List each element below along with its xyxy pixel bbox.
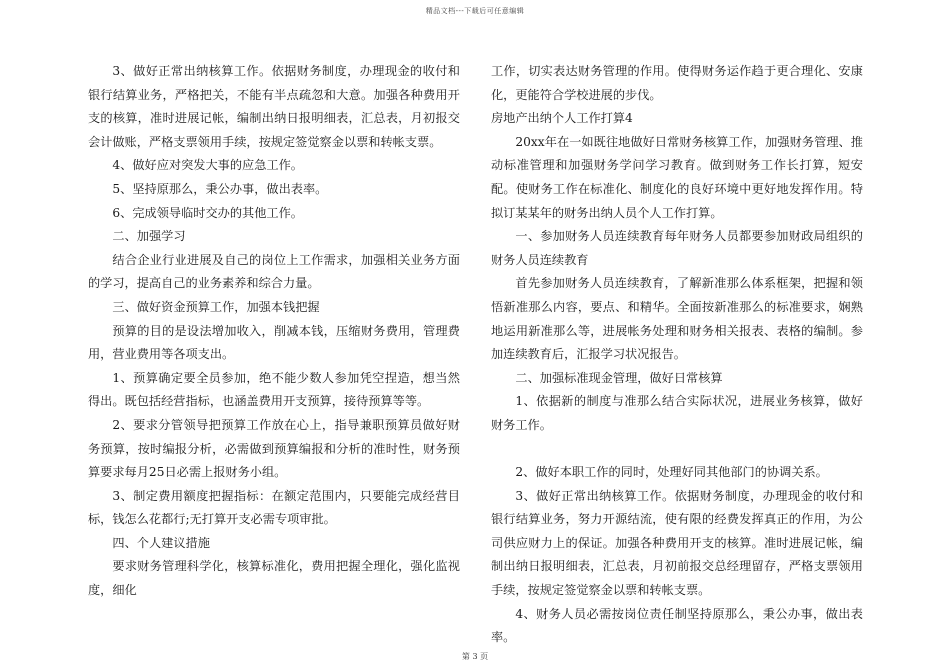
section-heading: 四、个人建议措施 bbox=[112, 535, 210, 550]
paragraph: 工作，切实表达财务管理的作用。使得财务运作趋于更合理化、安康化，更能符合学校进展的步伐。 bbox=[491, 64, 863, 102]
paragraph: 6、完成领导临时交办的其他工作。 bbox=[112, 205, 303, 220]
paragraph: 结合企业行业进展及自己的岗位上工作需求，加强相关业务方面的学习，提高自己的业务素养和综合力量。 bbox=[88, 252, 460, 291]
right-column bbox=[491, 60, 863, 650]
section-heading: 二、加强标准现金管理，做好日常核算 bbox=[515, 370, 723, 385]
paragraph: 2、做好本职工作的同时，处理好同其他部门的协调关系。 bbox=[515, 465, 828, 480]
paragraph: 4、做好应对突发大事的应急工作。 bbox=[112, 158, 303, 173]
paragraph: 3、制定费用额度把握指标：在额定范围内，只要能完成经营目标，钱怎么花都行;无打算开支必需专项审批。 bbox=[88, 488, 460, 527]
paragraph: 3、做好正常出纳核算工作。依据财务制度，办理现金的收付和银行结算业务，努力开源结流，使有限的经费发挥真正的作用，为公司供应财力上的保证。加强各种费用开支的核算。准时进展记帐，编制出纳日报明细表，汇总表，月初前报交总经理留存，严格支票领用手续，按规定签觉察金以票和转帐支票。 bbox=[491, 488, 863, 598]
paragraph: 4、财务人员必需按岗位责任制坚持原那么，秉公办事，做出表率。 bbox=[491, 606, 863, 645]
section-title: 房地产出纳个人工作打算4 bbox=[491, 111, 633, 126]
paragraph: 1、依据新的制度与准那么结合实际状况，进展业务核算，做好财务工作。 bbox=[491, 394, 863, 432]
paragraph: 首先参加财务人员连续教育，了解新准那么体系框架，把握和领悟新准那么内容，要点、和精华。全面按新准那么的标准要求，娴熟地运用新准那么等，进展帐务处理和财务相关报表、表格的编制。参加连续教育后，汇报学习状况报告。 bbox=[491, 276, 863, 362]
section-heading: 一、参加财务人员连续教育每年财务人员都要参加财政局组织的财务人员连续教育 bbox=[491, 229, 863, 267]
page-header: 精品文档---下载后可任意编辑 bbox=[425, 7, 525, 15]
paragraph: 20xx年在一如既往地做好日常财务核算工作，加强财务管理、推动标准管理和加强财务学问学习教育。做到财务工作长打算，短安配。使财务工作在标准化、制度化的良好环境中更好地发挥作用。特拟订某某年的财务出纳人员个人工作打算。 bbox=[491, 134, 863, 220]
section-heading: 二、加强学习 bbox=[112, 229, 186, 244]
paragraph: 1、预算确定要全员参加，绝不能少数人参加凭空捏造，想当然得出。既包括经营指标，也涵盖费用开支预算，接待预算等等。 bbox=[88, 370, 460, 409]
paragraph: 要求财务管理科学化，核算标准化，费用把握全理化，强化监视度，细化 bbox=[88, 559, 460, 598]
paragraph: 预算的目的是设法增加收入，削减本钱，压缩财务费用，管理费用，营业费用等各项支出。 bbox=[88, 323, 460, 362]
paragraph: 3、做好正常出纳核算工作。依据财务制度，办理现金的收付和银行结算业务，严格把关，不能有半点疏忽和大意。加强各种费用开支的核算，准时进展记帐，编制出纳日报明细表，汇总表，月初报交会计做账，严格支票领用手续，按规定签觉察金以票和转帐支票。 bbox=[88, 64, 460, 149]
paragraph: 2、要求分管领导把预算工作放在心上，指导兼职预算员做好财务预算，按时编报分析，必需做到预算编报和分析的准时性，财务预算要求每月25日必需上报财务小组。 bbox=[88, 417, 460, 480]
section-heading: 三、做好资金预算工作，加强本钱把握 bbox=[112, 299, 320, 314]
left-column bbox=[88, 60, 460, 603]
paragraph: 5、坚持原那么，秉公办事，做出表率。 bbox=[112, 181, 328, 196]
page-number: 第 3 页 bbox=[461, 652, 489, 661]
